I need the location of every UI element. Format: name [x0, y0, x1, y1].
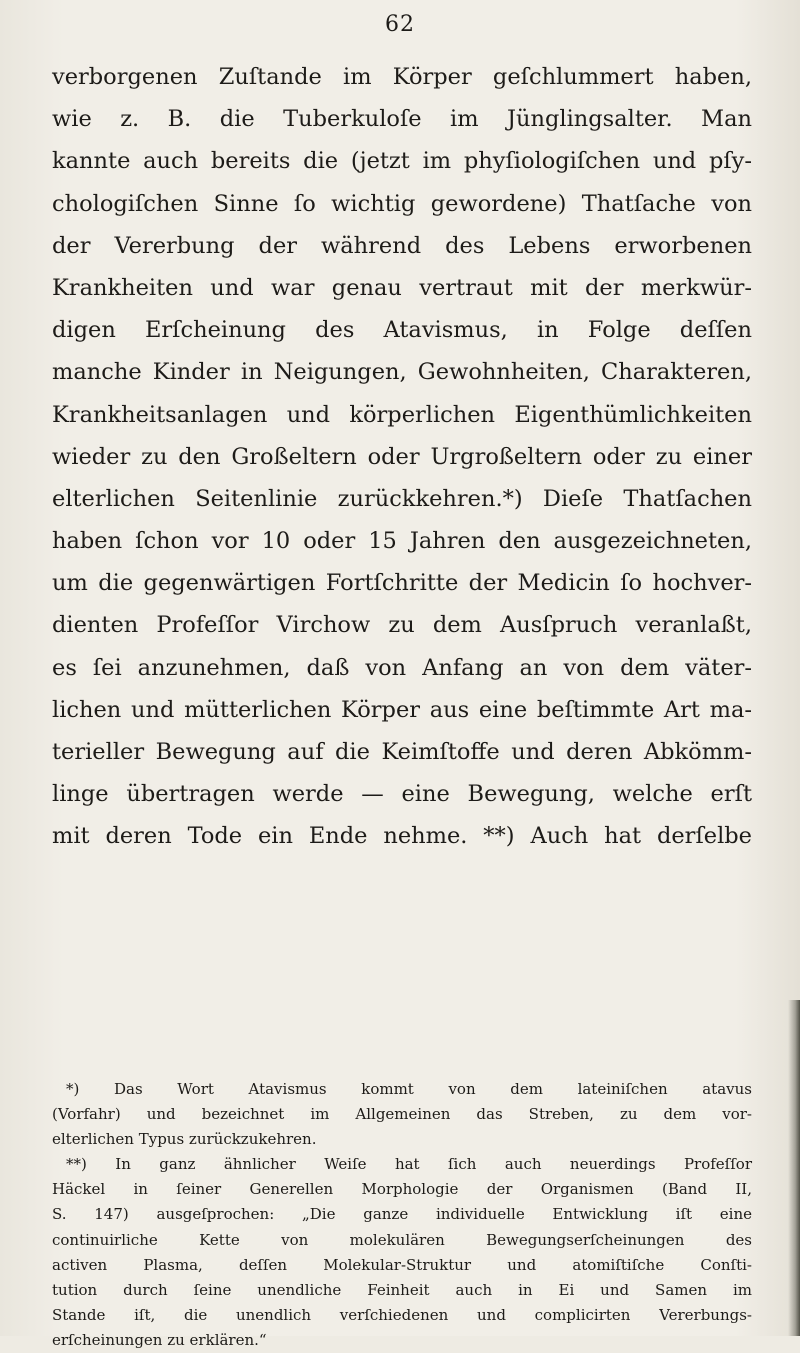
footnote-line: S. 147) ausgeſprochen: „Die ganze individuelle Entwicklung iſt eine — [52, 1205, 752, 1224]
text-line: elterlichen Seitenlinie zurückkehren.*) Dieſe Thatſachen — [52, 485, 752, 512]
footnote-line: Häckel in ſeiner Generellen Morphologie der Organismen (Band II, — [52, 1180, 752, 1199]
text-line: mit deren Tode ein Ende nehme. **) Auch hat derſelbe — [52, 823, 752, 850]
footnote-line: erſcheinungen zu erklären.“ — [52, 1330, 267, 1349]
page-edge-shadow — [788, 1000, 800, 1336]
text-line: wie z. B. die Tuberkuloſe im Jünglingsalter. Man — [52, 106, 752, 133]
page-number: 62 — [385, 12, 415, 37]
footnote-line: activen Plasma, deſſen Molekular-Struktur und atomiſtiſche Conſti- — [52, 1255, 752, 1274]
footnote-line: Stande iſt, die unendlich verſchiedenen und complicirten Vererbungs- — [52, 1305, 752, 1324]
footnote-line: *) Das Wort Atavismus kommt von dem lateiniſchen atavus — [66, 1080, 752, 1098]
text-line: digen Erſcheinung des Atavismus, in Folge deſſen — [52, 317, 752, 344]
text-line: Krankheiten und war genau vertraut mit der merkwür- — [52, 274, 752, 301]
text-line: der Vererbung der während des Lebens erworbenen — [52, 232, 752, 259]
footnote-line: **) In ganz ähnlicher Weiſe hat ſich auch neuerdings Profeſſor — [66, 1155, 752, 1174]
text-line: manche Kinder in Neigungen, Gewohnheiten, Charakteren, — [52, 359, 752, 386]
footnote-line: (Vorfahr) und bezeichnet im Allgemeinen das Streben, zu dem vor- — [52, 1105, 752, 1124]
text-line: um die gegenwärtigen Fortſchritte der Medicin ſo hochver- — [52, 570, 752, 597]
text-line: terieller Bewegung auf die Keimſtoffe und deren Abkömm- — [52, 739, 752, 765]
main-text — [52, 56, 752, 858]
text-line: linge übertragen werde — eine Bewegung, welche erſt — [52, 781, 752, 808]
text-line: lichen und mütterlichen Körper aus eine beſtimmte Art ma- — [52, 696, 752, 723]
text-line: Krankheitsanlagen und körperlichen Eigenthümlichkeiten — [52, 401, 752, 428]
text-line: haben ſchon vor 10 oder 15 Jahren den ausgezeichneten, — [52, 528, 752, 555]
text-line: wieder zu den Großeltern oder Urgroßeltern oder zu einer — [52, 443, 752, 470]
text-line: es ſei anzunehmen, daß von Anfang an von dem väter- — [52, 654, 752, 681]
text-line: dienten Profeſſor Virchow zu dem Ausſpruch veranlaßt, — [52, 612, 752, 639]
text-line: chologiſchen Sinne ſo wichtig gewordene) Thatſache von — [52, 190, 752, 217]
footnote-line: elterlichen Typus zurückzukehren. — [52, 1130, 317, 1149]
footnote-line: tution durch ſeine unendliche Feinheit auch in Ei und Samen im — [52, 1280, 752, 1299]
footnotes — [52, 1077, 752, 1353]
text-line: verborgenen Zuſtande im Körper geſchlummert haben, — [52, 64, 752, 90]
text-line: kannte auch bereits die (jetzt im phyſiologiſchen und pſy- — [52, 148, 752, 175]
footnote-line: continuirliche Kette von molekulären Bewegungserſcheinungen des — [52, 1230, 752, 1249]
